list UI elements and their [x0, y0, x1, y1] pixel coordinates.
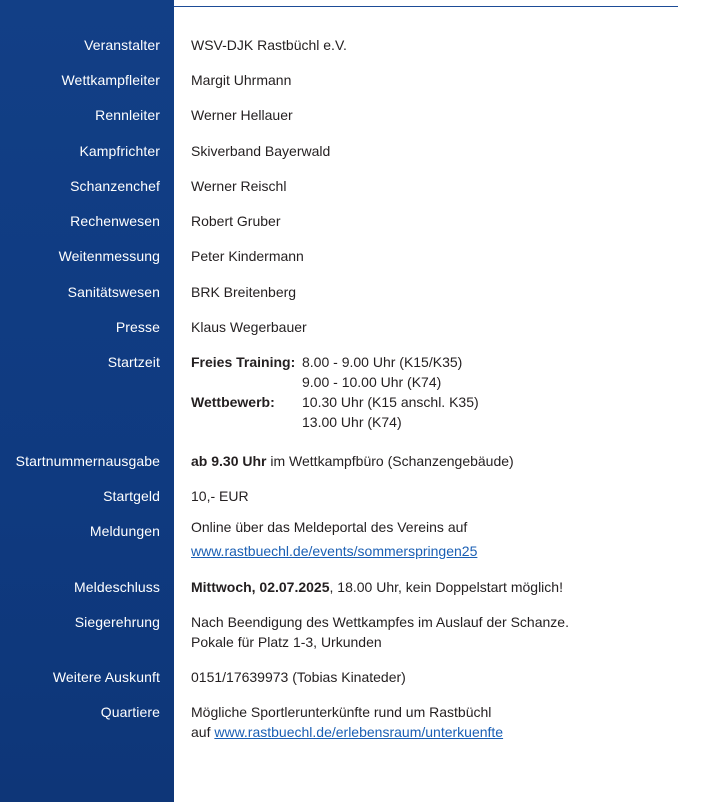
label-meldeschluss: Meldeschluss — [73, 579, 160, 595]
wettbewerb-time-2: 13.00 Uhr (K74) — [302, 414, 402, 430]
label-weitere-auskunft: Weitere Auskunft — [52, 669, 160, 685]
value-weitenmessung: Peter Kindermann — [191, 248, 304, 264]
unterkuenfte-link[interactable]: www.rastbuechl.de/erlebensraum/unterkuenfte — [214, 724, 504, 740]
value-quartiere-line2 — [191, 723, 503, 741]
startnummern-time: ab 9.30 Uhr — [191, 453, 267, 469]
value-schanzenchef: Werner Reischl — [191, 178, 287, 194]
label-sanitaetswesen: Sanitätswesen — [67, 284, 160, 300]
quartiere-prefix: auf — [191, 724, 215, 740]
label-siegerehrung: Siegerehrung — [74, 614, 160, 630]
label-meldungen: Meldungen — [89, 523, 160, 539]
label-startgeld: Startgeld — [103, 488, 160, 504]
top-divider — [174, 6, 678, 7]
value-kampfrichter: Skiverband Bayerwald — [191, 143, 331, 159]
startnummern-location: im Wettkampfbüro (Schanzengebäude) — [266, 453, 514, 469]
value-siegerehrung-line2: Pokale für Platz 1-3, Urkunden — [191, 634, 382, 650]
label-weitenmessung: Weitenmessung — [58, 248, 160, 264]
value-weitere-auskunft: 0151/17639973 (Tobias Kinateder) — [191, 669, 406, 685]
value-sanitaetswesen: BRK Breitenberg — [191, 284, 297, 300]
label-schanzenchef: Schanzenchef — [70, 178, 160, 194]
value-rechenwesen: Robert Gruber — [191, 213, 281, 229]
label-startzeit: Startzeit — [107, 354, 160, 370]
value-quartiere-line1: Mögliche Sportlerunterkünfte rund um Rastbüchl — [191, 704, 492, 720]
label-startnummernausgabe: Startnummernausgabe — [15, 453, 160, 469]
label-kampfrichter: Kampfrichter — [79, 143, 160, 159]
meldeportal-link[interactable]: www.rastbuechl.de/events/sommerspringen25 — [191, 543, 478, 559]
value-meldeschluss — [191, 578, 563, 596]
wettbewerb-label: Wettbewerb: — [191, 394, 275, 410]
label-wettkampfleiter: Wettkampfleiter — [61, 72, 160, 88]
value-startgeld: 10,- EUR — [191, 488, 249, 504]
training-time-1: 8.00 - 9.00 Uhr (K15/K35) — [302, 354, 463, 370]
value-startnummernausgabe — [191, 452, 514, 470]
value-meldungen-text: Online über das Meldeportal des Vereins auf — [191, 519, 468, 535]
value-rennleiter: Werner Hellauer — [191, 107, 293, 123]
value-siegerehrung-line1: Nach Beendigung des Wettkampfes im Auslauf der Schanze. — [191, 614, 569, 630]
label-veranstalter: Veranstalter — [84, 37, 160, 53]
value-veranstalter: WSV-DJK Rastbüchl e.V. — [191, 37, 347, 53]
wettbewerb-time-1: 10.30 Uhr (K15 anschl. K35) — [302, 394, 479, 410]
training-time-2: 9.00 - 10.00 Uhr (K74) — [302, 374, 442, 390]
training-label: Freies Training: — [191, 354, 296, 370]
label-presse: Presse — [115, 319, 160, 335]
value-wettkampfleiter: Margit Uhrmann — [191, 72, 292, 88]
meldeschluss-date: Mittwoch, 02.07.2025 — [191, 579, 330, 595]
label-rechenwesen: Rechenwesen — [70, 213, 160, 229]
label-quartiere: Quartiere — [100, 704, 160, 720]
label-rennleiter: Rennleiter — [95, 107, 160, 123]
meldeschluss-rest: , 18.00 Uhr, kein Doppelstart möglich! — [329, 579, 563, 595]
value-presse: Klaus Wegerbauer — [191, 319, 307, 335]
